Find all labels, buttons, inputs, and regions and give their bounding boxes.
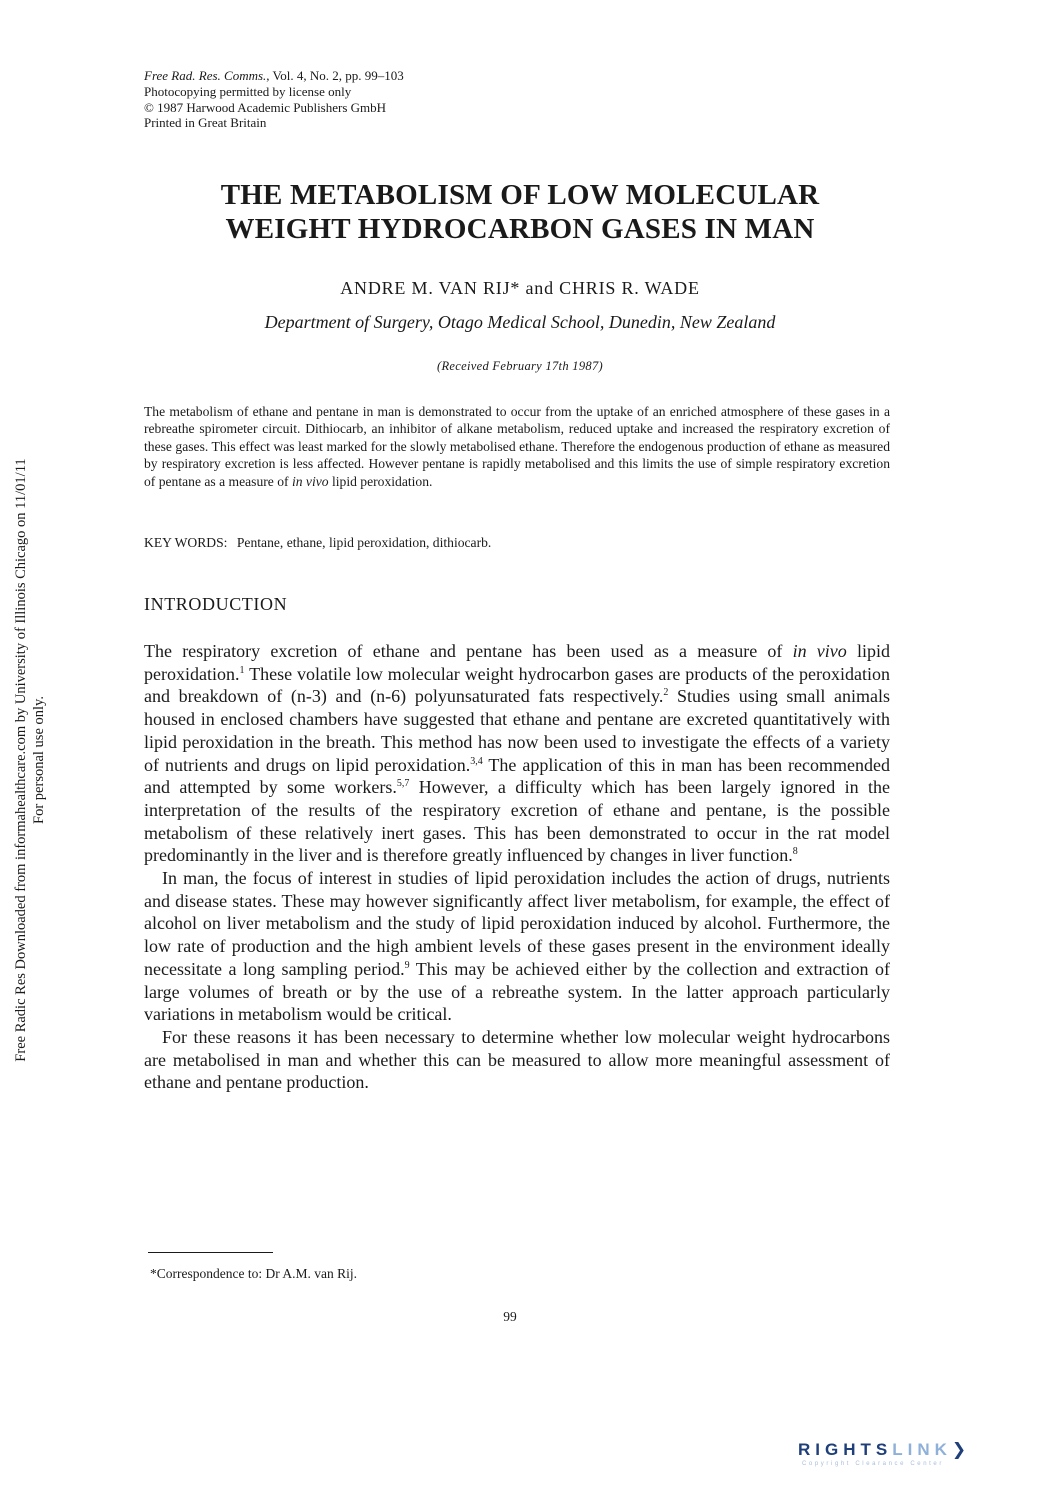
keywords-value: Pentane, ethane, lipid peroxidation, dithiocarb.: [236, 535, 492, 550]
title-line-2: WEIGHT HYDROCARBON GASES IN MAN: [225, 213, 815, 245]
footnote-divider: [148, 1252, 273, 1253]
reference-marker: 3,4: [470, 755, 483, 767]
reference-marker: 2: [663, 687, 669, 699]
abstract-text: The metabolism of ethane and pentane in man is demonstrated to occur from the uptake of an enriched atmosphere of these gases in a rebreathe spirometer circuit. Dithiocarb, an inhibitor of alkane metabolism, reduced uptake and increased the respiratory excretion of these gases. This effect was least marked for the slowly metabolised ethane. Therefore the endogenous production of ethane as measured by respiratory excretion is less affected. However pentane is rapidly metabolised and this limits the use of simple respiratory excretion of pentane as a measure of: [144, 404, 890, 489]
keywords: [144, 534, 890, 551]
reference-marker: 9: [404, 959, 410, 971]
paper-title: [140, 178, 900, 246]
text-run: In man, the focus of interest in studies of lipid peroxidation includes the action of drugs, nutrients and disease states. These may however significantly affect liver metabolism, for example, the effect of alcohol on liver metabolism and the study of lipid peroxidation induced by alcohol. Furthermore, the low rate of production and the high ambient levels of these gases present in the environment ideally necessitate a long sampling period.: [144, 868, 890, 979]
reference-marker: 5,7: [396, 778, 410, 790]
page-number: 99: [503, 1309, 517, 1324]
rightslink-part-1: RIGHTS: [798, 1440, 893, 1459]
journal-meta: [144, 68, 404, 131]
copyright-notice: © 1987 Harwood Academic Publishers GmbH: [144, 99, 387, 115]
text-run: This may be achieved either by the collection and extraction of large volumes of breath or by the use of a rebreathe system. In the latter approach particularly variations in metabolism would be critical.: [144, 958, 891, 1025]
abstract: [144, 403, 890, 490]
text-run: However, a difficulty which has been largely ignored in the interpretation of the results of the respiratory excretion of ethane and pentane, is the possible metabolism of these relatively inert gases. This has been demonstrated to occur in the rat model predominantly in the liver and is therefore greatly influenced by changes in liver function.: [144, 777, 891, 866]
received-date: (Received February 17th 1987): [437, 359, 603, 373]
reference-marker: 1: [239, 664, 245, 676]
keywords-label: KEY WORDS:: [144, 535, 228, 550]
citation: [144, 68, 404, 84]
footnote: *Correspondence to: Dr A.M. van Rij.: [150, 1266, 357, 1281]
abstract-italic: in vivo: [291, 473, 329, 489]
introduction-heading: INTRODUCTION: [144, 594, 288, 614]
reference-marker: 8: [792, 846, 798, 858]
italic-run: in vivo: [792, 641, 847, 661]
journal-name: Free Rad. Res. Comms.: [144, 68, 267, 83]
paragraph: For these reasons it has been necessary to determine whether low molecular weight hydrocarbons are metabolised in man and whether this can be measured to allow more meaningful assessment of ethane and pentane production.: [144, 1026, 890, 1093]
authors: ANDRE M. VAN RIJ* and CHRIS R. WADE: [340, 278, 700, 298]
paragraph: [144, 867, 890, 1026]
text-run: The application of this in man has been recommended and attempted by some workers.: [144, 754, 890, 798]
affiliation: Department of Surgery, Otago Medical School, Dunedin, New Zealand: [264, 312, 776, 332]
text-run: The respiratory excretion of ethane and pentane has been used as a measure of: [144, 641, 793, 661]
text-run: Studies using small animals housed in enclosed chambers have suggested that ethane and pentane are excreted quantitatively with lipid peroxidation in the breath. This method has now been used to investigate the effects of a variety of nutrients and drugs on lipid peroxidation.: [144, 686, 890, 775]
rightslink-tagline: Copyright Clearance Center: [802, 1461, 944, 1467]
title-line-1: THE METABOLISM OF LOW MOLECULAR: [220, 179, 820, 211]
rightslink-wordmark: [798, 1440, 1030, 1460]
download-watermark: [12, 400, 47, 1120]
text-run: These volatile low molecular weight hydrocarbon gases are products of the peroxidation and breakdown of (n-3) and (n-6) polyunsaturated fats respectively.: [144, 663, 890, 707]
introduction-body: [144, 640, 890, 1094]
copying-notice: Photocopying permitted by license only: [144, 83, 352, 99]
rightslink-logo[interactable]: [798, 1440, 1030, 1470]
text-run: lipid peroxidation.: [144, 641, 890, 684]
watermark-line-1: Free Radic Res Downloaded from informahealthcare.com by University of Illinois Chicago on 11/01/11: [13, 458, 29, 1062]
paragraph: [144, 640, 890, 867]
rightslink-part-2: LINK: [892, 1440, 952, 1459]
chevron-right-icon: ❯: [951, 1440, 967, 1459]
volume-pages: , Vol. 4, No. 2, pp. 99–103: [266, 68, 404, 83]
printed-notice: Printed in Great Britain: [144, 115, 267, 131]
watermark-line-2: For personal use only.: [31, 696, 47, 824]
abstract-text-end: lipid peroxidation.: [328, 473, 433, 489]
